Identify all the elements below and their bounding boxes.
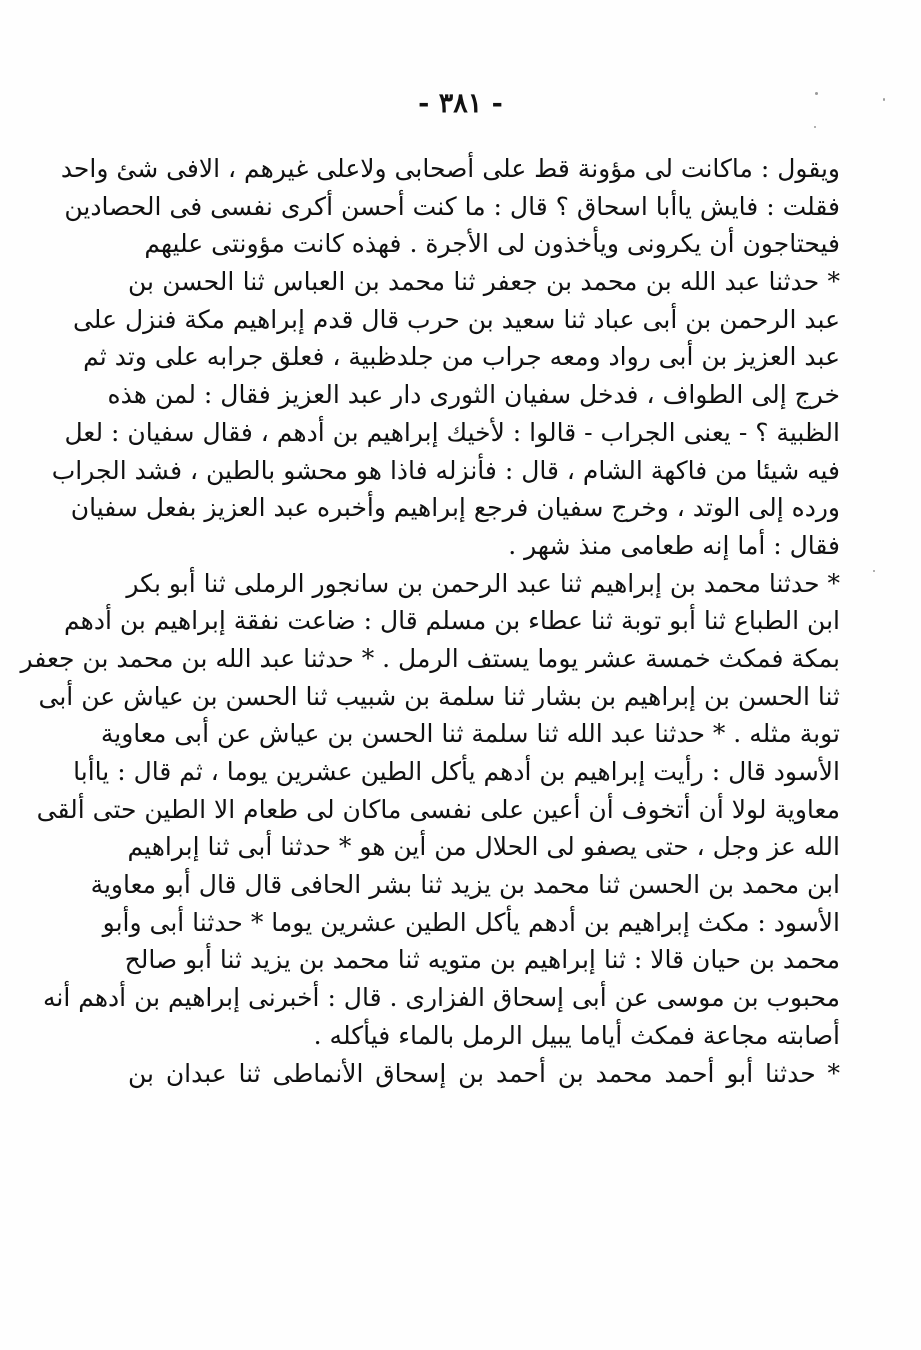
text-line-15: ثنا الحسن بن إبراهيم بن بشار ثنا سلمة بن شبيب ثنا الحسن بن عياش عن أبى <box>38 681 840 711</box>
text-line-13: ابن الطباع ثنا أبو توبة ثنا عطاء بن مسلم قال : ضاعت نفقة إبراهيم بن أدهم <box>64 606 840 636</box>
text-line-17: الأسود قال : رأيت إبراهيم بن أدهم يأكل الطين عشرين يوما ، ثم قال : ياأبا <box>73 757 840 786</box>
scan-speck <box>814 126 816 128</box>
text-line-4: * حدثنا عبد الله بن محمد بن جعفر ثنا محمد بن العباس ثنا الحسن بن <box>128 267 840 297</box>
text-line-6: عبد العزيز بن أبى رواد ومعه جراب من جلدظبية ، فعلق جرابه على وتد ثم <box>83 342 840 372</box>
text-line-19: الله عز وجل ، حتى يصفو لى الحلال من أين هو * حدثنا أبى ثنا إبراهيم <box>127 832 840 862</box>
text-line-24: أصابته مجاعة فمكث أياما يبيل الرمل بالماء فيأكله . <box>313 1020 840 1050</box>
text-line-16: توبة مثله . * حدثنا عبد الله ثنا سلمة ثنا الحسن بن عياش عن أبى معاوية <box>100 719 840 749</box>
text-line-10: ورده إلى الوتد ، وخرج سفيان فرجع إبراهيم وأخبره عبد العزيز بفعل سفيان <box>70 493 840 523</box>
text-line-7: خرج إلى الطواف ، فدخل سفيان الثورى دار عبد العزيز فقال : لمن هذه <box>107 380 840 410</box>
text-line-8: الظبية ؟ - يعنى الجراب - قالوا : لأخيك إبراهيم بن أدهم ، فقال سفيان : لعل <box>64 417 840 447</box>
text-line-5: عبد الرحمن بن أبى عباد ثنا سعيد بن حرب قال قدم إبراهيم مكة فنزل على <box>72 304 840 334</box>
text-line-9: فيه شيئا من فاكهة الشام ، قال : فأنزله فاذا هو محشو بالطين ، فشد الجراب <box>51 455 840 485</box>
text-line-25: * حدثنا أبو أحمد محمد بن أحمد بن إسحاق الأنماطى ثنا عبدان بن <box>128 1058 840 1088</box>
scan-speck <box>883 98 885 101</box>
scan-speck <box>873 570 875 572</box>
text-line-18: معاوية لولا أن أتخوف أن أعين على نفسى ماكان لى طعام الا الطين حتى ألقى <box>36 794 840 824</box>
text-line-21: الأسود : مكث إبراهيم بن أدهم يأكل الطين عشرين يوما * حدثنا أبى وأبو <box>102 907 840 937</box>
text-line-3: فيحتاجون أن يكرونى ويأخذون لى الأجرة . فهذه كانت مؤونتى عليهم <box>144 229 840 259</box>
text-line-22: محمد بن حيان قالا : ثنا إبراهيم بن متويه ثنا محمد بن يزيد ثنا أبو صالح <box>124 945 840 975</box>
page-number: - ٣٨١ - <box>418 88 503 119</box>
text-line-2: فقلت : فايش ياأبا اسحاق ؟ قال : ما كنت أحسن أكرى نفسى فى الحصادين <box>64 191 840 221</box>
text-line-11: فقال : أما إنه طعامى منذ شهر . <box>508 530 840 560</box>
scan-speck <box>815 92 818 95</box>
text-line-14: بمكة فمكث خمسة عشر يوما يستف الرمل . * حدثنا عبد الله بن محمد بن جعفر <box>20 643 840 673</box>
text-line-23: محبوب بن موسى عن أبى إسحاق الفزارى . قال : أخبرنى إبراهيم بن أدهم أنه <box>42 983 840 1013</box>
body-text <box>20 150 840 1092</box>
text-line-1: ويقول : ماكانت لى مؤونة قط على أصحابى ولاعلى غيرهم ، الافى شئ واحد <box>60 154 840 183</box>
text-line-12: * حدثنا محمد بن إبراهيم ثنا عبد الرحمن بن سانجور الرملى ثنا أبو بكر <box>126 568 840 598</box>
text-line-20: ابن محمد بن الحسن ثنا محمد بن يزيد ثنا بشر الحافى قال قال أبو معاوية <box>90 870 840 900</box>
